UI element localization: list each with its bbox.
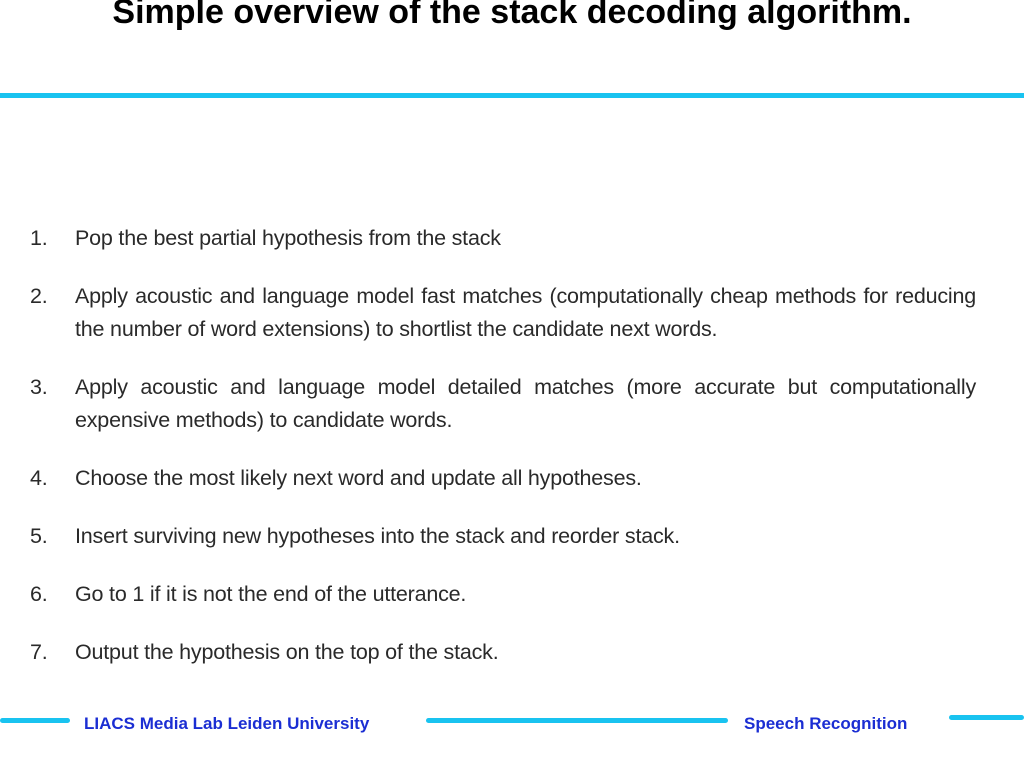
step-number: 4. [30, 466, 48, 490]
step-item [30, 520, 976, 553]
step-text: Pop the best partial hypothesis from the stack [75, 226, 501, 250]
step-text: Apply acoustic and language model fast matches (computationally cheap methods for reducing the number of word extensions) to shortlist the candidate next words. [75, 284, 976, 341]
step-item [30, 578, 976, 611]
step-text: Insert surviving new hypotheses into the stack and reorder stack. [75, 524, 680, 548]
step-text: Choose the most likely next word and update all hypotheses. [75, 466, 642, 490]
step-item [30, 462, 976, 495]
title-divider [0, 93, 1024, 98]
step-text: Apply acoustic and language model detailed matches (more accurate but computationally expensive methods) to candidate words. [75, 375, 976, 432]
algorithm-steps-list [30, 222, 976, 694]
step-text: Go to 1 if it is not the end of the utterance. [75, 582, 467, 606]
step-number: 3. [30, 375, 48, 399]
footer-course: Speech Recognition [744, 714, 908, 733]
step-number: 2. [30, 284, 48, 308]
step-item [30, 280, 976, 346]
step-number: 1. [30, 226, 48, 250]
step-number: 7. [30, 640, 48, 664]
footer-divider-left [0, 718, 70, 723]
footer-divider-middle [426, 718, 728, 723]
slide-title: Simple overview of the stack decoding algorithm. [112, 0, 912, 31]
step-number: 6. [30, 582, 48, 606]
step-item [30, 222, 976, 255]
footer-divider-right [949, 715, 1024, 720]
step-number: 5. [30, 524, 48, 548]
step-item [30, 371, 976, 437]
step-text: Output the hypothesis on the top of the stack. [75, 640, 499, 664]
footer-organization: LIACS Media Lab Leiden University [84, 714, 370, 733]
step-item [30, 636, 976, 669]
